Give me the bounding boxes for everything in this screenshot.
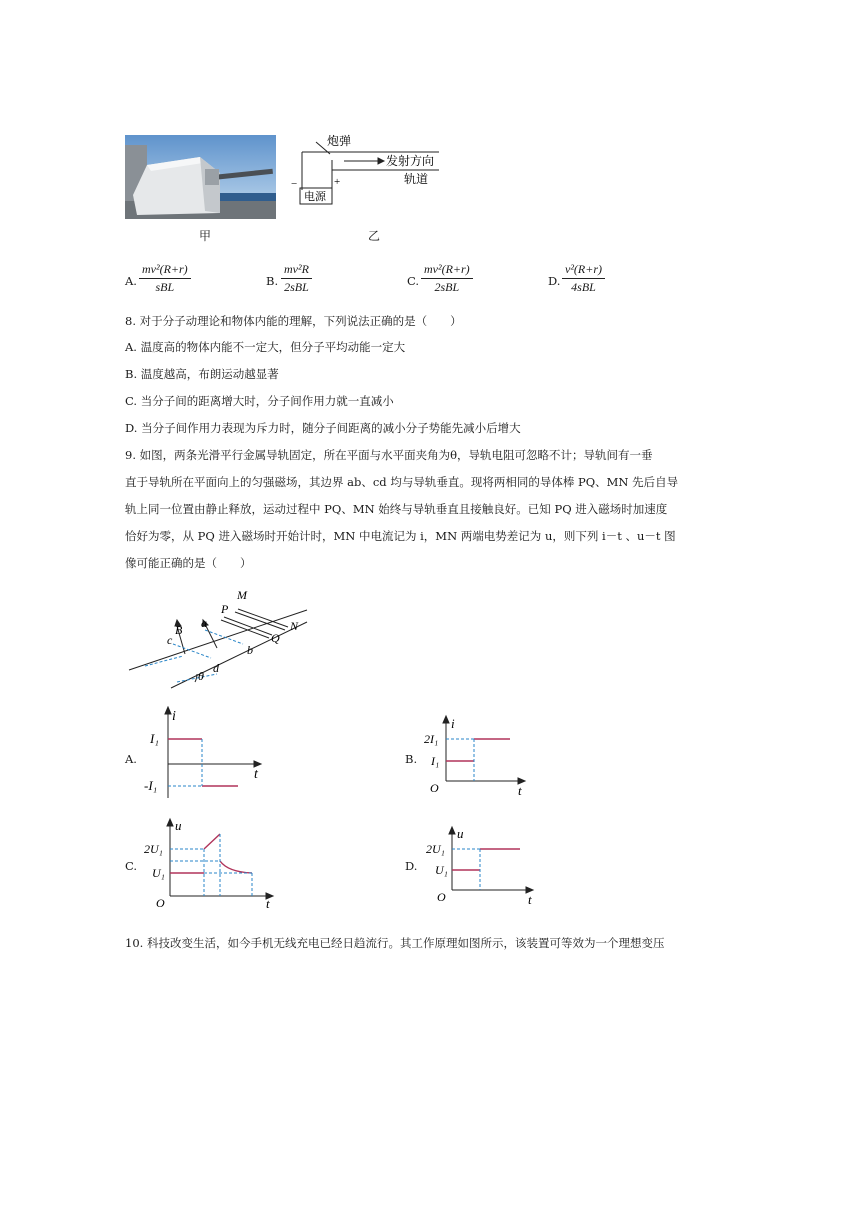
q7-option-c-numerator: mv²(R+r) [421,262,473,279]
figure-yi-label: 乙 [368,229,381,243]
label-a: a [201,616,207,630]
q7-option-a-denominator: sBL [155,280,175,294]
q10-line-1: 10. 科技改变生活，如今手机无线充电已经日趋流行。其工作原理如图所示，该装置可等效为一个理想变压 [125,936,665,950]
graph-b-y-label: i [451,716,455,731]
graph-b-x-label: t [518,783,522,797]
naval-gun-photo [125,135,276,219]
source-label: 电源 [304,191,326,203]
rail-gun-schematic [286,130,446,212]
q9-line-1: 9. 如图，两条光滑平行金属导轨固定，所在平面与水平面夹角为θ，导轨电阻可忽略不计；导轨间有一垂 [125,448,653,462]
q9-line-5: 像可能正确的是（ ） [125,556,252,570]
graph-d-mid-label: U₁ [435,863,448,877]
graph-a-y-label: i [172,709,176,724]
q7-option-c-fraction [421,262,473,295]
graph-a [140,706,270,802]
shell-label: 炮弹 [327,134,352,148]
rod-pq [221,620,269,638]
q7-option-b-letter: B. [266,274,279,288]
label-p: P [221,602,229,616]
graph-c-origin: O [156,896,165,910]
q7-option-a-fraction [139,262,191,295]
q7-option-c-denominator: 2sBL [434,280,460,294]
minus-sign: − [291,178,298,190]
graph-a-top-label: I₁ [150,731,159,746]
q7-option-d-denominator: 4sBL [571,280,596,294]
graph-b-mid-label: I₁ [431,754,440,768]
graph-d-top-label: 2U₁ [426,842,445,856]
q9-line-2: 直于导轨所在平面向上的匀强磁场，其边界 ab、cd 均与导轨垂直。现将两相同的导体棒 PQ、MN 先后自导 [125,475,679,489]
label-d: d [213,661,219,675]
graph-a-x-label: t [254,767,258,782]
graph-c-top-label: 2U₁ [144,842,163,856]
graph-b-top-label: 2I₁ [424,732,439,746]
q8-stem: 8. 对于分子动理论和物体内能的理解，下列说法正确的是（ ） [125,314,462,328]
graph-c-mid-label: U₁ [152,866,165,880]
q8-option-c: C. 当分子间的距离增大时，分子间作用力就一直减小 [125,394,394,408]
q8-option-b: B. 温度越高，布朗运动越显著 [125,367,279,381]
graph-a-bottom-label: -I₁ [144,778,158,793]
plus-sign: + [334,176,341,188]
label-c: c [167,633,173,647]
track-label: 轨道 [404,172,429,186]
graph-c [142,814,282,910]
graph-c-curve-3 [220,861,252,873]
label-q: Q [271,631,280,645]
q9-line-4: 恰好为零，从 PQ 进入磁场时开始计时，MN 中电流记为 i，MN 两端电势差记为 u，则下列 i－t 、u－t 图 [125,529,676,543]
rod-mn [235,612,285,630]
figure-jia-label: 甲 [199,229,212,243]
graph-b [422,713,534,797]
q7-option-c-letter: C. [407,274,420,288]
graph-a-letter: A. [125,752,137,766]
graph-b-letter: B. [405,752,418,766]
label-theta: θ [198,669,204,683]
q9-line-3: 轨上同一位置由静止释放，运动过程中 PQ、MN 始终与导轨垂直且接触良好。已知 PQ 进入磁场时加速度 [125,502,668,516]
q7-option-a-letter: A. [125,274,137,288]
graph-d-x-label: t [528,892,532,906]
q7-option-d-numerator: v²(R+r) [562,262,605,279]
q7-option-d-letter: D. [548,274,561,288]
rail-lower [171,622,307,688]
q7-option-b-denominator: 2sBL [284,280,309,294]
label-n: N [290,619,299,633]
graph-d-origin: O [437,890,446,904]
graph-c-x-label: t [266,896,270,910]
graph-d-y-label: u [457,826,464,841]
inclined-rails-figure [125,582,315,692]
label-m: M [237,588,247,602]
label-b: b [247,643,253,657]
q8-option-a: A. 温度高的物体内能不一定大，但分子平均动能一定大 [125,340,406,354]
graph-d [424,822,540,906]
q7-option-d-fraction [562,262,605,295]
boundary-ab [205,630,243,644]
q7-option-b-numerator: mv²R [281,262,312,279]
graph-d-letter: D. [405,859,418,873]
graph-c-letter: C. [125,859,138,873]
graph-c-y-label: u [175,818,182,833]
graph-c-curve-2 [204,834,220,849]
boundary-cd [173,644,211,658]
naval-gun-illustration [125,135,276,219]
q7-option-b-fraction [281,262,312,295]
q8-option-d: D. 当分子间作用力表现为斥力时，随分子间距离的减小分子势能先减小后增大 [125,421,521,435]
graph-b-origin: O [430,781,439,795]
direction-label: 发射方向 [386,154,435,168]
q7-option-a-numerator: mv²(R+r) [139,262,191,279]
label-b-field: B [175,623,183,637]
